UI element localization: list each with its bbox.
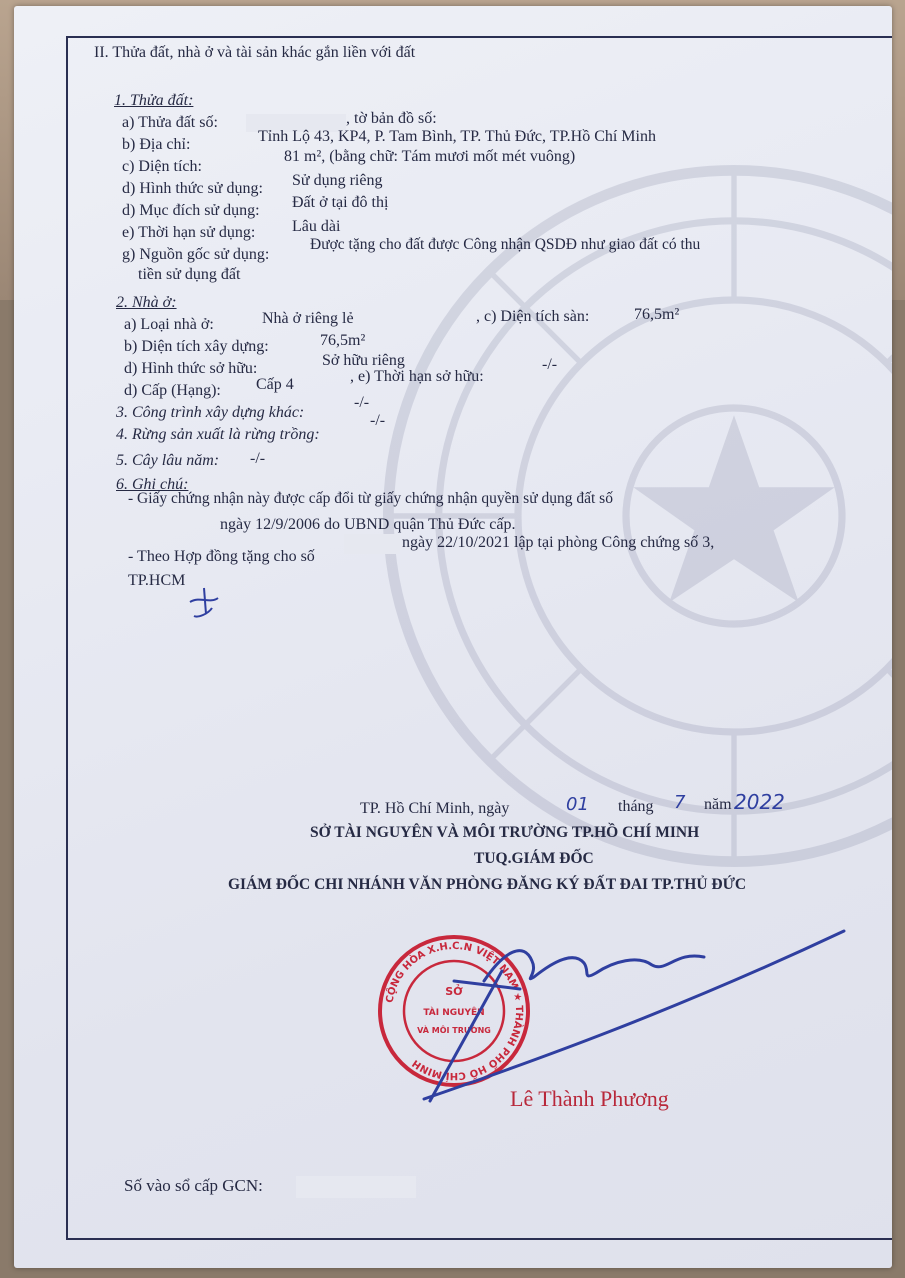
construction-label: 3. Công trình xây dựng khác: bbox=[116, 404, 305, 421]
address-value: Tỉnh Lộ 43, KP4, P. Tam Bình, TP. Thủ Đức, TP.Hồ Chí Minh bbox=[258, 128, 656, 145]
signer-position: GIÁM ĐỐC CHI NHÁNH VĂN PHÒNG ĐĂNG KÝ ĐẤT ĐAI TP.THỦ ĐỨC bbox=[228, 876, 747, 893]
map-sheet-label: , tờ bản đồ số: bbox=[346, 110, 437, 127]
house-heading: 2. Nhà ở: bbox=[116, 294, 177, 311]
redacted-contract-number bbox=[344, 534, 400, 554]
land-heading: 1. Thửa đất: bbox=[114, 92, 194, 109]
initials-mark bbox=[184, 574, 244, 624]
signing-month: 7 bbox=[674, 792, 686, 813]
svg-text:TÀI NGUYÊN: TÀI NGUYÊN bbox=[423, 1008, 485, 1018]
signing-place-prefix: TP. Hồ Chí Minh, ngày bbox=[360, 800, 510, 817]
grade-label: d) Cấp (Hạng): bbox=[124, 382, 221, 399]
origin-value: Được tặng cho đất được Công nhận QSDĐ như giao đất có thu bbox=[310, 236, 701, 253]
floor-area-value: 76,5m² bbox=[634, 306, 680, 323]
ownership-label: d) Hình thức sở hữu: bbox=[124, 360, 258, 377]
certificate-page bbox=[14, 6, 892, 1268]
ownership-term-label: , e) Thời hạn sở hữu: bbox=[350, 368, 484, 385]
svg-text:SỞ: SỞ bbox=[445, 985, 463, 998]
notes-line-3b: ngày 22/10/2021 lập tại phòng Công chứng số 3, bbox=[402, 534, 715, 551]
term-label: e) Thời hạn sử dụng: bbox=[122, 224, 256, 241]
term-value: Lâu dài bbox=[292, 218, 341, 235]
floor-area-label: , c) Diện tích sàn: bbox=[476, 308, 590, 325]
signing-year: 2022 bbox=[734, 790, 785, 814]
house-type-label: a) Loại nhà ở: bbox=[124, 316, 214, 333]
use-form-label: d) Hình thức sử dụng: bbox=[122, 180, 263, 197]
origin-value-continued: tiền sử dụng đất bbox=[138, 266, 241, 283]
year-label: năm bbox=[704, 796, 732, 813]
handwritten-signature bbox=[414, 911, 854, 1111]
signer-name: Lê Thành Phương bbox=[510, 1086, 669, 1111]
svg-text:VÀ MÔI TRƯỜNG: VÀ MÔI TRƯỜNG bbox=[417, 1026, 491, 1035]
purpose-label: d) Mục đích sử dụng: bbox=[122, 202, 260, 219]
purpose-value: Đất ở tại đô thị bbox=[292, 194, 389, 211]
area-value: 81 m², (bằng chữ: Tám mươi mốt mét vuông) bbox=[284, 148, 576, 165]
agency-name: SỞ TÀI NGUYÊN VÀ MÔI TRƯỜNG TP.HỒ CHÍ MINH bbox=[310, 824, 700, 841]
perennial-label: 5. Cây lâu năm: bbox=[116, 452, 220, 469]
grade-value: Cấp 4 bbox=[256, 376, 294, 393]
construction-value: -/- bbox=[354, 394, 370, 411]
notes-line-4: TP.HCM bbox=[128, 572, 186, 589]
built-area-value: 76,5m² bbox=[320, 332, 366, 349]
address-label: b) Địa chỉ: bbox=[122, 136, 191, 153]
built-area-label: b) Diện tích xây dựng: bbox=[124, 338, 269, 355]
use-form-value: Sử dụng riêng bbox=[292, 172, 383, 189]
proxy-title: TUQ.GIÁM ĐỐC bbox=[474, 850, 594, 867]
notes-line-3a: - Theo Hợp đồng tặng cho số bbox=[128, 548, 315, 565]
area-label: c) Diện tích: bbox=[122, 158, 202, 175]
redacted-registry-number bbox=[296, 1176, 416, 1198]
notes-heading: 6. Ghi chú: bbox=[116, 476, 189, 493]
perennial-value: -/- bbox=[250, 450, 266, 467]
house-type-value: Nhà ở riêng lẻ bbox=[262, 310, 354, 327]
registry-label: Số vào sổ cấp GCN: bbox=[124, 1176, 263, 1195]
section-title: II. Thửa đất, nhà ở và tài sản khác gắn liền với đất bbox=[94, 44, 416, 61]
month-label: tháng bbox=[618, 798, 654, 815]
parcel-label: a) Thửa đất số: bbox=[122, 114, 218, 131]
notes-line-2: ngày 12/9/2006 do UBND quận Thủ Đức cấp. bbox=[220, 516, 516, 533]
signing-day: 01 bbox=[566, 794, 589, 815]
svg-text:CỘNG HÒA X.H.C.N VIỆT NAM ★ TH: CỘNG HÒA X.H.C.N VIỆT NAM ★ THÀNH PHỐ HỒ CHÍ MINH bbox=[384, 940, 525, 1082]
ownership-term-value: -/- bbox=[542, 356, 558, 373]
forest-value: -/- bbox=[370, 412, 386, 429]
forest-label: 4. Rừng sản xuất là rừng trồng: bbox=[116, 426, 320, 443]
origin-label: g) Nguồn gốc sử dụng: bbox=[122, 246, 270, 263]
ownership-value: Sở hữu riêng bbox=[322, 352, 405, 369]
notes-line-1: - Giấy chứng nhận này được cấp đổi từ giấy chứng nhận quyền sử dụng đất số bbox=[128, 490, 613, 507]
